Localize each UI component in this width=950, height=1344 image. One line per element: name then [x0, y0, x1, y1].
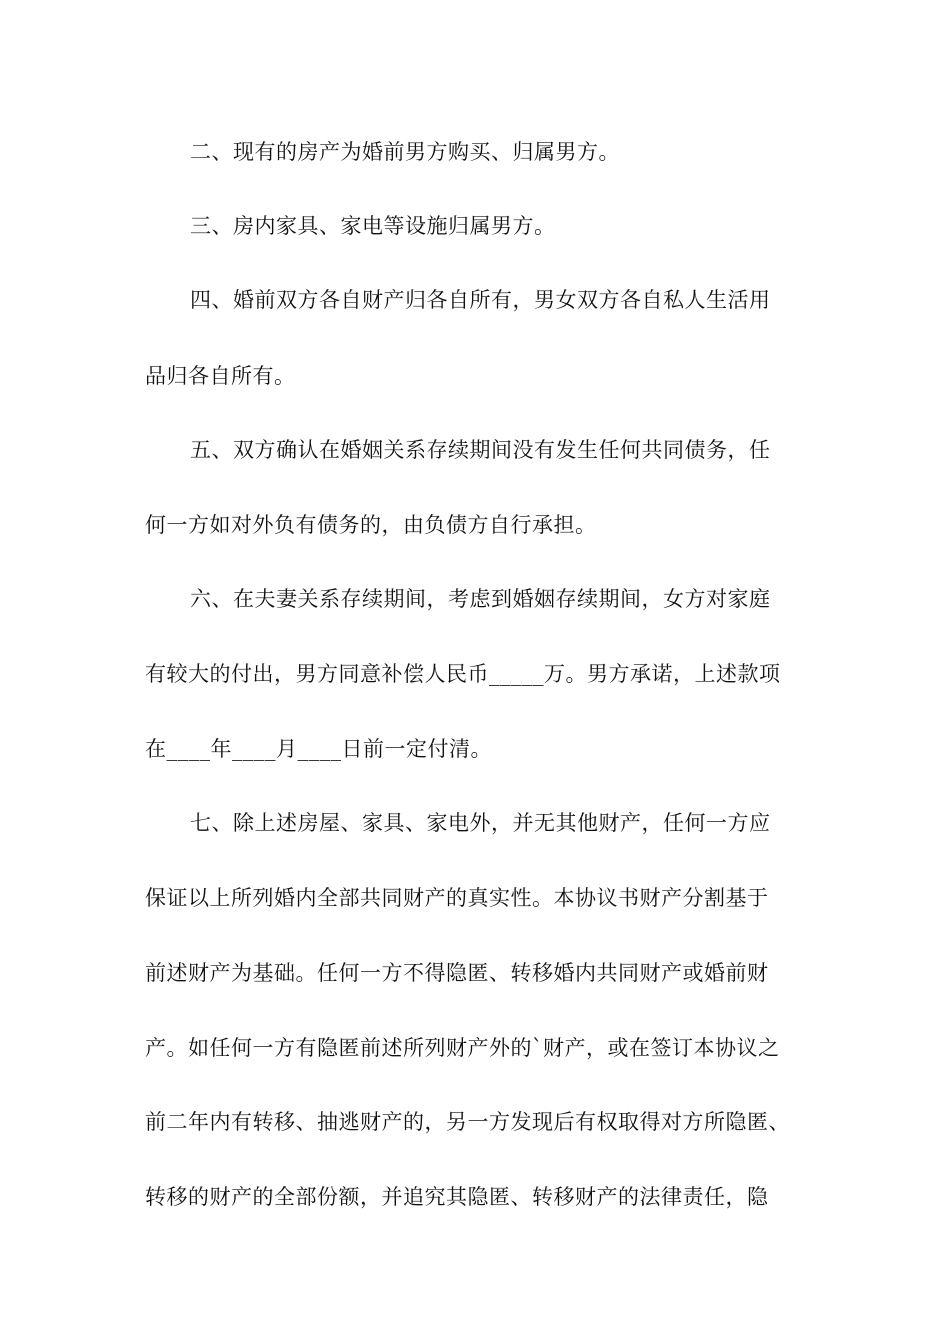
paragraph-7-line-2: 保证以上所列婚内全部共同财产的真实性。本协议书财产分割基于	[145, 886, 769, 910]
paragraph-6-line-2: 有较大的付出，男方同意补偿人民币_____万。男方承诺，上述款项	[145, 662, 781, 686]
paragraph-7-line-3: 前述财产为基础。任何一方不得隐匿、转移婚内共同财产或婚前财	[145, 961, 769, 985]
paragraph-6-line-3: 在____年____月____日前一定付清。	[145, 737, 492, 761]
paragraph-7-line-6: 转移的财产的全部份额，并追究其隐匿、转移财产的法律责任，隐	[145, 1185, 769, 1209]
paragraph-7-line-1: 七、除上述房屋、家具、家电外，并无其他财产，任何一方应	[190, 811, 771, 835]
paragraph-4-line-1: 四、婚前双方各自财产归各自所有，男女双方各自私人生活用	[190, 288, 771, 312]
paragraph-7-line-5: 前二年内有转移、抽逃财产的，另一方发现后有权取得对方所隐匿、	[145, 1110, 790, 1134]
paragraph-5-line-2: 何一方如对外负有债务的，由负债方自行承担。	[145, 513, 597, 537]
paragraph-3-line-1: 三、房内家具、家电等设施归属男方。	[190, 214, 556, 238]
paragraph-4-line-2: 品归各自所有。	[145, 364, 296, 388]
paragraph-5-line-1: 五、双方确认在婚姻关系存续期间没有发生任何共同债务，任	[190, 438, 771, 462]
paragraph-6-line-1: 六、在夫妻关系存续期间，考虑到婚姻存续期间，女方对家庭	[190, 587, 771, 611]
paragraph-2-line-1: 二、现有的房产为婚前男方购买、归属男方。	[190, 140, 620, 164]
paragraph-7-line-4: 产。如任何一方有隐匿前述所列财产外的`财产，或在签订本协议之	[145, 1036, 780, 1060]
